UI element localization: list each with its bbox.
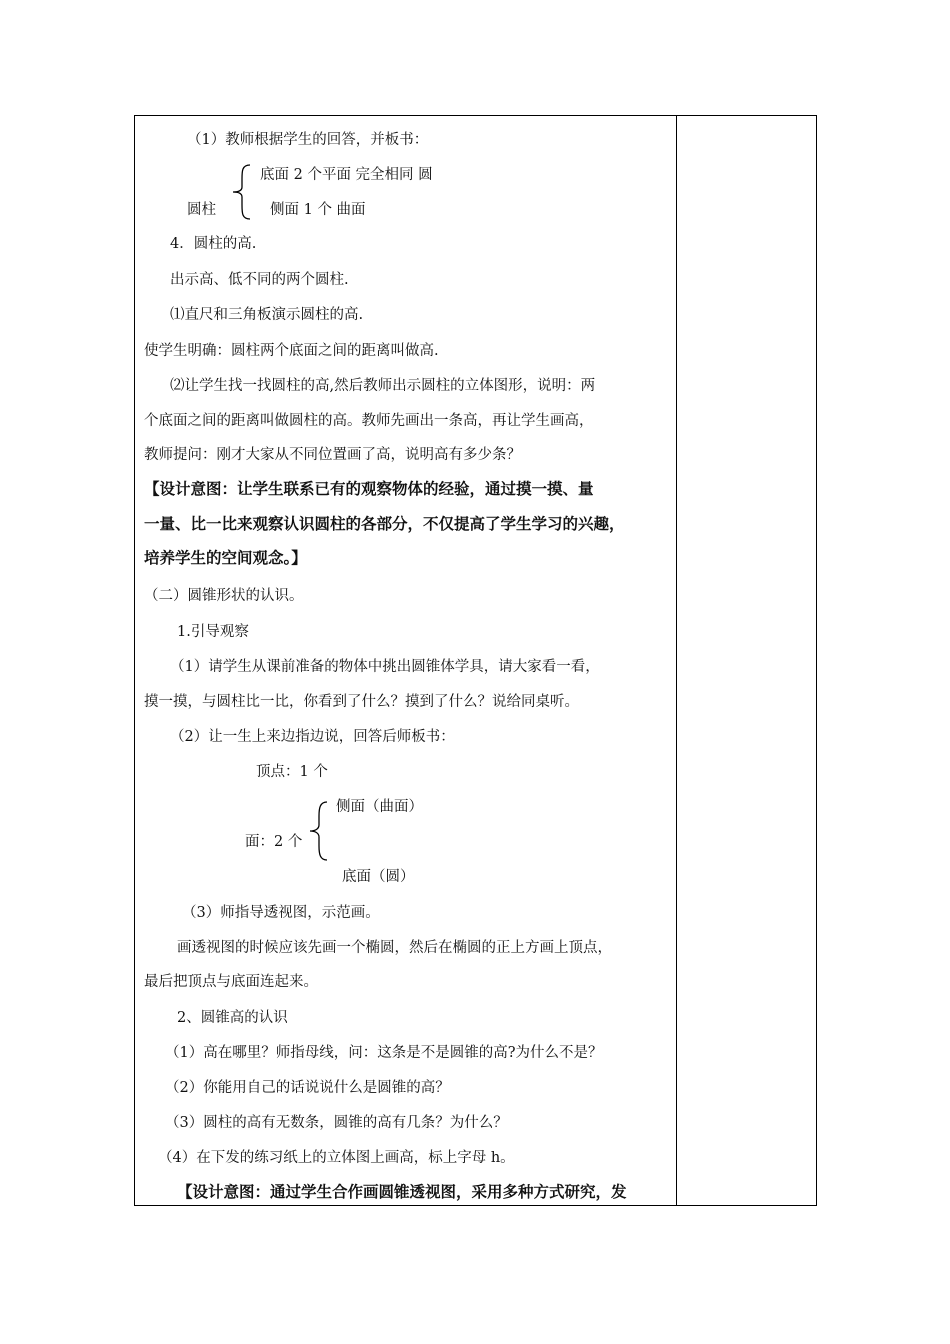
text-line: 1.引导观察 [177,624,249,640]
text-line: 侧面（曲面） [336,799,423,815]
design-intent-text: 【设计意图：通过学生合作画圆锥透视图，采用多种方式研究，发 [177,1183,627,1201]
text-line: （3）圆柱的高有无数条，圆锥的高有几条？为什么？ [165,1115,508,1131]
text-line: 出示高、低不同的两个圆柱. [170,272,349,288]
text-line: 教师提问：刚才大家从不同位置画了高，说明高有多少条？ [144,447,521,463]
text-line: ⑴直尺和三角板演示圆柱的高. [170,307,364,323]
text-line: 个底面之间的距离叫做圆柱的高。教师先画出一条高，再让学生画高， [144,413,594,429]
text-line: （2）你能用自己的话说说什么是圆锥的高？ [165,1080,450,1096]
text-line: 画透视图的时候应该先画一个椭圆，然后在椭圆的正上方画上顶点， [177,940,612,956]
text-line: 最后把顶点与底面连起来。 [144,974,318,990]
section-heading: （二）圆锥形状的认识。 [144,588,304,604]
design-intent-text: 一量、比一比来观察认识圆柱的各部分，不仅提高了学生学习的兴趣， [144,515,625,533]
text-line: 圆柱 [187,202,216,218]
text-line: 顶点：1 个 [256,764,328,780]
curly-brace-icon [308,800,330,862]
text-line: （2）让一生上来边指边说，回答后师板书： [170,729,455,745]
design-intent-text: 培养学生的空间观念。】 [144,549,307,567]
text-line: 2、圆锥高的认识 [177,1010,288,1026]
curly-brace-icon [230,163,254,221]
text-line: 摸一摸，与圆柱比一比，你看到了什么？摸到了什么？说给同桌听。 [144,694,579,710]
text-line: 4．圆柱的高. [170,236,257,252]
text-line: （3）师指导透视图，示范画。 [182,905,380,921]
column-divider [676,116,677,1205]
text-line: 侧面 1 个 曲面 [270,202,366,218]
text-line: ⑵让学生找一找圆柱的高,然后教师出示圆柱的立体图形，说明：两 [170,378,596,394]
design-intent-text: 【设计意图：让学生联系已有的观察物体的经验，通过摸一摸、量 [144,480,594,498]
text-line: （1）高在哪里？师指母线，问：这条是不是圆锥的高?为什么不是？ [165,1045,603,1061]
text-line: 使学生明确：圆柱两个底面之间的距离叫做高. [144,343,439,359]
text-line: （1）教师根据学生的回答，并板书： [187,132,429,148]
text-line: （1）请学生从课前准备的物体中挑出圆锥体学具，请大家看一看， [170,659,600,675]
text-line: 底面 2 个平面 完全相同 圆 [260,167,433,183]
text-line: 底面（圆） [342,869,415,885]
text-line: 面：2 个 [245,834,303,850]
text-line: （4）在下发的练习纸上的立体图上画高，标上字母 h。 [158,1150,515,1166]
